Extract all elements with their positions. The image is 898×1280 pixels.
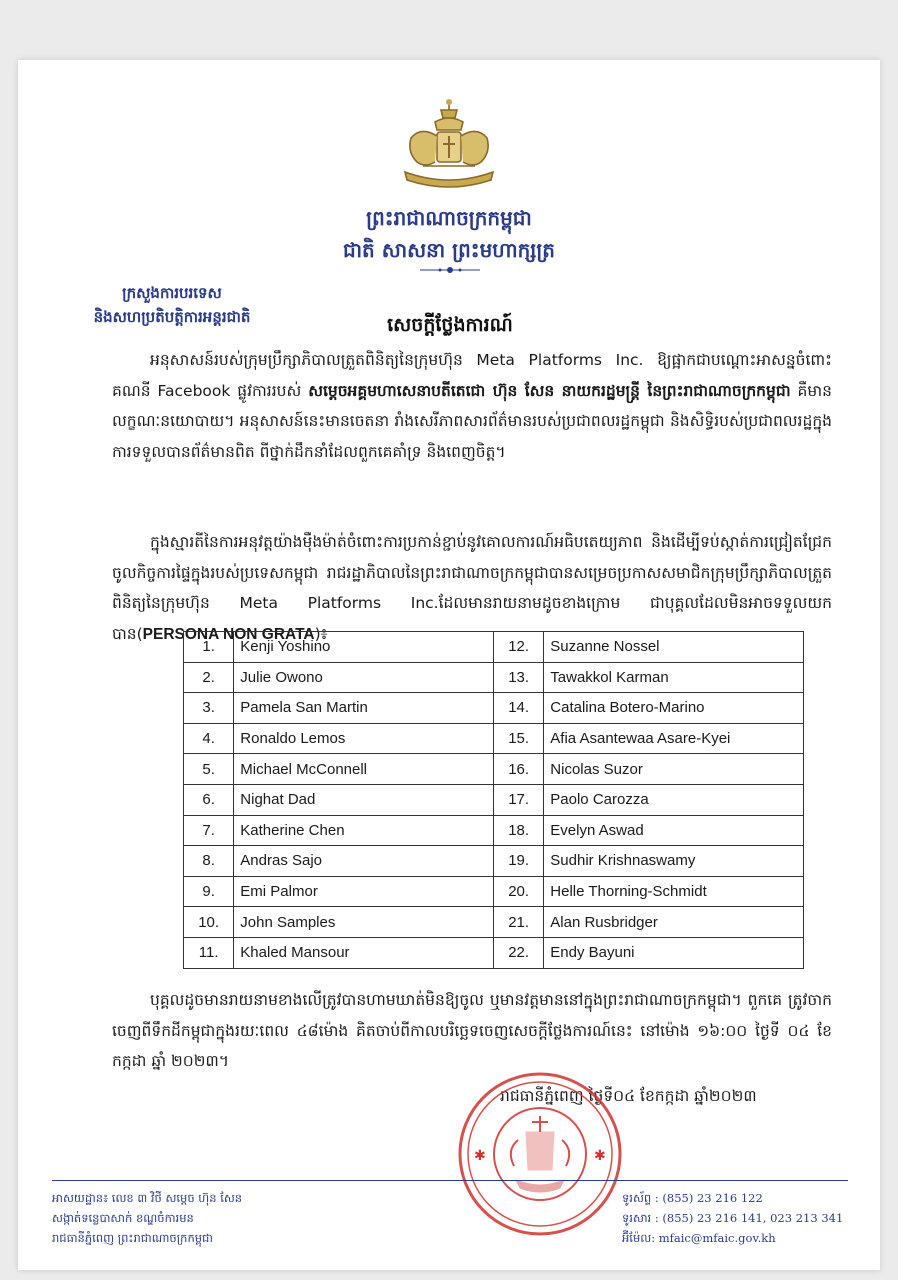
divider-ornament-icon: [420, 265, 480, 275]
member-name-left: John Samples: [234, 907, 494, 938]
ministry-name-line1: ក្រសួងការបរទេស: [122, 284, 222, 302]
member-name-left: Nighat Dad: [234, 784, 494, 815]
svg-text:✱: ✱: [594, 1148, 606, 1164]
member-name-right: Nicolas Suzor: [544, 754, 804, 785]
national-motto: ជាតិ សាសនា ព្រះមហាក្សត្រ: [343, 238, 555, 262]
row-number-left: 1.: [184, 632, 234, 663]
paragraph-2-text-a: ក្នុងស្មារតីនៃការអនុវត្តយ៉ាងម៉ឺងម៉ាត់ចំពោះការប្រកាន់ខ្ជាប់នូវគោលការណ៍អធិបតេយ្យភាព និងដើម្បីទប់ស្កាត់ការជ្រៀតជ្រែកចូលកិច្ចការផ្ទៃក្នុងរបស់ប្រទេសកម្ពុជា រាជរដ្ឋាភិបាលនៃព្រះរាជាណាចក្រកម្ពុជាបានសម្រេចប្រកាសសមាជិកក្រុមប្រឹក្សាភិបាលត្រួតពិនិត្យនៃក្រុមហ៊ុន Meta Platforms Inc.ដែលមានរាយនាមដូចខាងក្រោម ជាបុគ្គលដែលមិនអាចទទួលយកបាន(: [112, 533, 832, 643]
row-number-left: 7.: [184, 815, 234, 846]
member-name-right: Endy Bayuni: [544, 937, 804, 968]
table-row: [184, 846, 804, 877]
table-row: [184, 754, 804, 785]
table-row: [184, 784, 804, 815]
member-name-left: Pamela San Martin: [234, 693, 494, 724]
footer-contact: [622, 1188, 862, 1248]
row-number-left: 8.: [184, 846, 234, 877]
member-name-right: Alan Rusbridger: [544, 907, 804, 938]
member-name-right: Helle Thorning-Schmidt: [544, 876, 804, 907]
table-row: [184, 907, 804, 938]
member-name-left: Khaled Mansour: [234, 937, 494, 968]
member-name-left: Kenji Yoshino: [234, 632, 494, 663]
address-line-1: អាសយដ្ឋាន៖ លេខ ៣ វិថី សម្តេច ហ៊ុន សែន: [52, 1191, 243, 1205]
row-number-left: 11.: [184, 937, 234, 968]
place-date-line: រាជធានីភ្នំពេញ ថ្ងៃទី០៤ ខែកក្កដា ឆ្នាំ២០២៣: [500, 1087, 757, 1105]
member-name-right: Tawakkol Karman: [544, 662, 804, 693]
table-row: [184, 723, 804, 754]
row-number-left: 2.: [184, 662, 234, 693]
row-number-left: 5.: [184, 754, 234, 785]
fax-line: ទូរសារ : (855) 23 216 141, 023 213 341: [622, 1211, 844, 1225]
address-line-2: សង្កាត់ទន្លេបាសាក់ ខណ្ឌចំការមន: [52, 1211, 194, 1225]
address-line-3: រាជធានីភ្នំពេញ ព្រះរាជាណាចក្រកម្ពុជា: [52, 1231, 213, 1245]
member-name-left: Emi Palmor: [234, 876, 494, 907]
member-name-right: Paolo Carozza: [544, 784, 804, 815]
table-row: [184, 815, 804, 846]
royal-arms-crest-icon: [395, 96, 503, 194]
row-number-right: 22.: [493, 937, 543, 968]
row-number-right: 13.: [493, 662, 543, 693]
paragraph-2-text-b: )៖: [314, 624, 328, 643]
row-number-right: 12.: [493, 632, 543, 663]
row-number-right: 16.: [493, 754, 543, 785]
row-number-right: 15.: [493, 723, 543, 754]
footer-address: [52, 1188, 412, 1248]
phone-line: ទូរស័ព្ទ : (855) 23 216 122: [622, 1191, 763, 1205]
paragraph-3-text: បុគ្គលដូចមានរាយនាមខាងលើត្រូវបានហាមឃាត់មិនឱ្យចូល ឬមានវត្តមាននៅក្នុងព្រះរាជាណាចក្រកម្ពុជា។ ពួកគេ ត្រូវចាកចេញពីទឹកដីកម្ពុជាក្នុងរយៈពេល ៤៨ម៉ោង គិតចាប់ពីកាលបរិច្ឆេទចេញសេចក្តីថ្លែងការណ៍នេះ នៅម៉ោង ១៦:០០ ថ្ងៃទី ០៤ ខែកក្កដា ឆ្នាំ ២០២៣។: [112, 991, 832, 1070]
row-number-right: 19.: [493, 846, 543, 877]
row-number-left: 4.: [184, 723, 234, 754]
row-number-right: 20.: [493, 876, 543, 907]
email-line: អ៊ីម៉ែល: mfaic@mfaic.gov.kh: [622, 1231, 776, 1245]
row-number-right: 18.: [493, 815, 543, 846]
member-name-left: Michael McConnell: [234, 754, 494, 785]
member-name-left: Katherine Chen: [234, 815, 494, 846]
paragraph-1-bold: សម្តេចអគ្គមហាសេនាបតីតេជោ ហ៊ុន សែន នាយករដ្ឋមន្ត្រី នៃព្រះរាជាណាចក្រកម្ពុជា: [308, 380, 791, 400]
paragraph-2-bold: PERSONA NON GRATA: [142, 625, 315, 643]
names-table: [183, 631, 804, 969]
row-number-left: 10.: [184, 907, 234, 938]
footer-divider: [52, 1180, 848, 1181]
paragraph-3: [112, 985, 832, 1077]
member-name-left: Ronaldo Lemos: [234, 723, 494, 754]
table-row: [184, 632, 804, 663]
svg-text:✱: ✱: [474, 1148, 486, 1164]
member-name-right: Sudhir Krishnaswamy: [544, 846, 804, 877]
row-number-left: 3.: [184, 693, 234, 724]
document-title: សេចក្តីថ្លែងការណ៍: [387, 314, 513, 336]
row-number-left: 9.: [184, 876, 234, 907]
table-row: [184, 876, 804, 907]
table-row: [184, 937, 804, 968]
paragraph-1-text-b: គឺមានលក្ខណៈនយោបាយ។ អនុសាសន៍នេះមានចេតនា រាំងសេរីភាពសារព័ត៌មានរបស់ប្រជាពលរដ្ឋកម្ពុជា និងសិទ្ធិរបស់ប្រជាពលរដ្ឋក្នុងការទទួលបានព័ត៌មានពិត ពីថ្នាក់ដឹកនាំដែលពួកគេគាំទ្រ និងពេញចិត្ត។: [112, 381, 832, 461]
row-number-right: 14.: [493, 693, 543, 724]
table-row: [184, 662, 804, 693]
member-name-left: Julie Owono: [234, 662, 494, 693]
member-name-right: Catalina Botero-Marino: [544, 693, 804, 724]
paragraph-1: [112, 345, 832, 467]
official-seal-icon: [456, 1070, 624, 1238]
row-number-right: 21.: [493, 907, 543, 938]
member-name-left: Andras Sajo: [234, 846, 494, 877]
member-name-right: Evelyn Aswad: [544, 815, 804, 846]
paragraph-1-text-a: អនុសាសន៍របស់ក្រុមប្រឹក្សាភិបាលត្រួតពិនិត្យនៃក្រុមហ៊ុន Meta Platforms Inc. ឱ្យផ្អាកជាបណ្តោះអាសន្នចំពោះគណនី Facebook ផ្លូវការរបស់: [112, 351, 832, 400]
ministry-name-line2: និងសហប្រតិបត្តិការអន្តរជាតិ: [93, 308, 251, 326]
table-row: [184, 693, 804, 724]
row-number-left: 6.: [184, 784, 234, 815]
row-number-right: 17.: [493, 784, 543, 815]
member-name-right: Afia Asantewaa Asare-Kyei: [544, 723, 804, 754]
member-name-right: Suzanne Nossel: [544, 632, 804, 663]
kingdom-name: ព្រះរាជាណាចក្រកម្ពុជា: [366, 206, 532, 230]
